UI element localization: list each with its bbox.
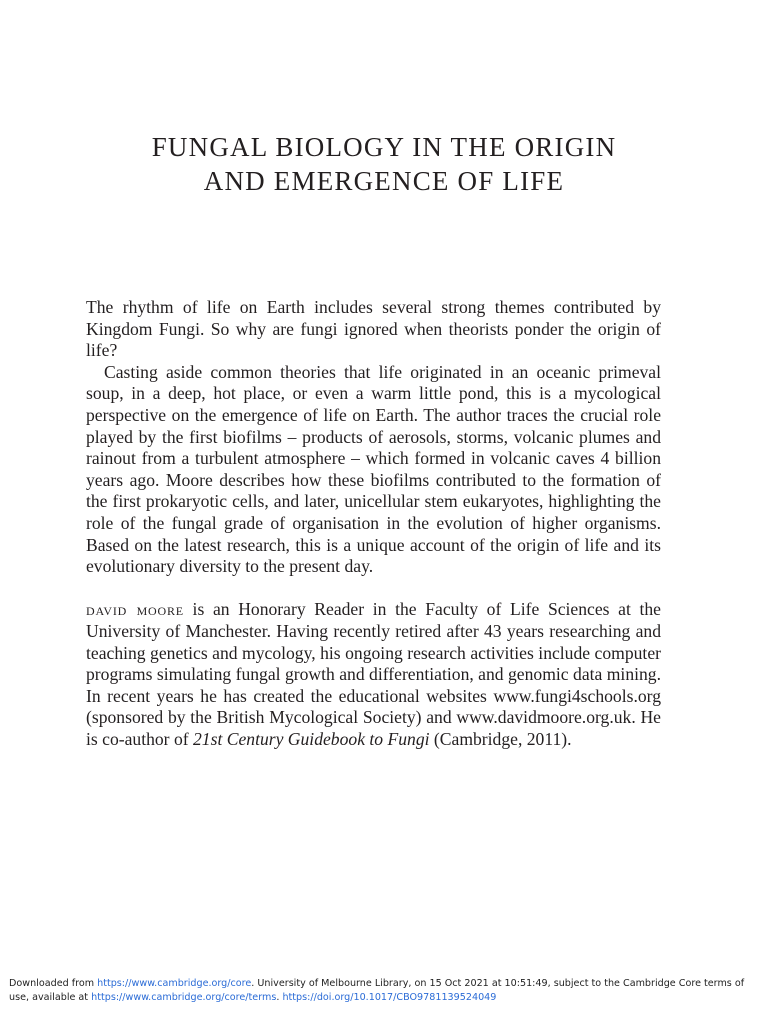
download-notice-prefix: Downloaded from <box>9 978 98 989</box>
book-title-line-2: AND EMERGENCE OF LIFE <box>203 166 565 196</box>
blurb-paragraph-2: Casting aside common theories that life originated in an oceanic primeval soup, in a deep, hot place, or even a warm little pond, this is a mycological perspective on the emergence of life on Earth. The author traces the crucial role played by the first biofilms – products of aerosols, storms, volcanic plumes and rainout from a turbulent atmosphere – which formed in volcanic caves 4 billion years ago. Moore describes how these biofilms contributed to the formation of the first prokaryotic cells, and later, unicellular stem eukaryotes, highlighting the role of the fungal grade of organisation in the evolution of higher organisms. Based on the latest research, this is a unique account of the origin of life and its evolutionary diversity to the present day. <box>86 361 661 577</box>
download-notice-middle: . University of Melbourne Library, on 15 Oct 2021 at 10:51:49, subject to the Cambridge Core terms of use, available at <box>9 978 745 1003</box>
cambridge-core-link[interactable]: https://www.cambridge.org/core <box>97 978 252 989</box>
download-notice <box>9 977 754 1005</box>
cambridge-terms-link[interactable]: https://www.cambridge.org/core/terms <box>91 992 277 1003</box>
author-name: david moore <box>86 599 184 620</box>
download-notice-separator: . <box>276 992 283 1003</box>
book-description <box>86 297 661 750</box>
author-bio <box>86 599 661 750</box>
author-bio-end: (Cambridge, 2011). <box>429 728 572 749</box>
author-bio-text: is an Honorary Reader in the Faculty of Life Sciences at the University of Manchester. Having recently retired after 43 years researching and teaching genetics and mycology, his ongoing research activities include computer programs simulating fungal growth and differentiation, and genomic data mining. In recent years he has created the educational websites www.fungi4schools.org (sponsored by the British Mycological Society) and www.davidmoore.org.uk. He is co-author of <box>86 599 661 749</box>
book-title-line-1: FUNGAL BIOLOGY IN THE ORIGIN <box>151 132 617 162</box>
blurb-paragraph-1: The rhythm of life on Earth includes several strong themes contributed by Kingdom Fungi. So why are fungi ignored when theorists ponder the origin of life? <box>86 297 661 361</box>
doi-link[interactable]: https://doi.org/10.1017/CBO9781139524049 <box>282 992 497 1003</box>
related-book-title: 21st Century Guidebook to Fungi <box>193 728 430 749</box>
book-title <box>0 130 768 198</box>
